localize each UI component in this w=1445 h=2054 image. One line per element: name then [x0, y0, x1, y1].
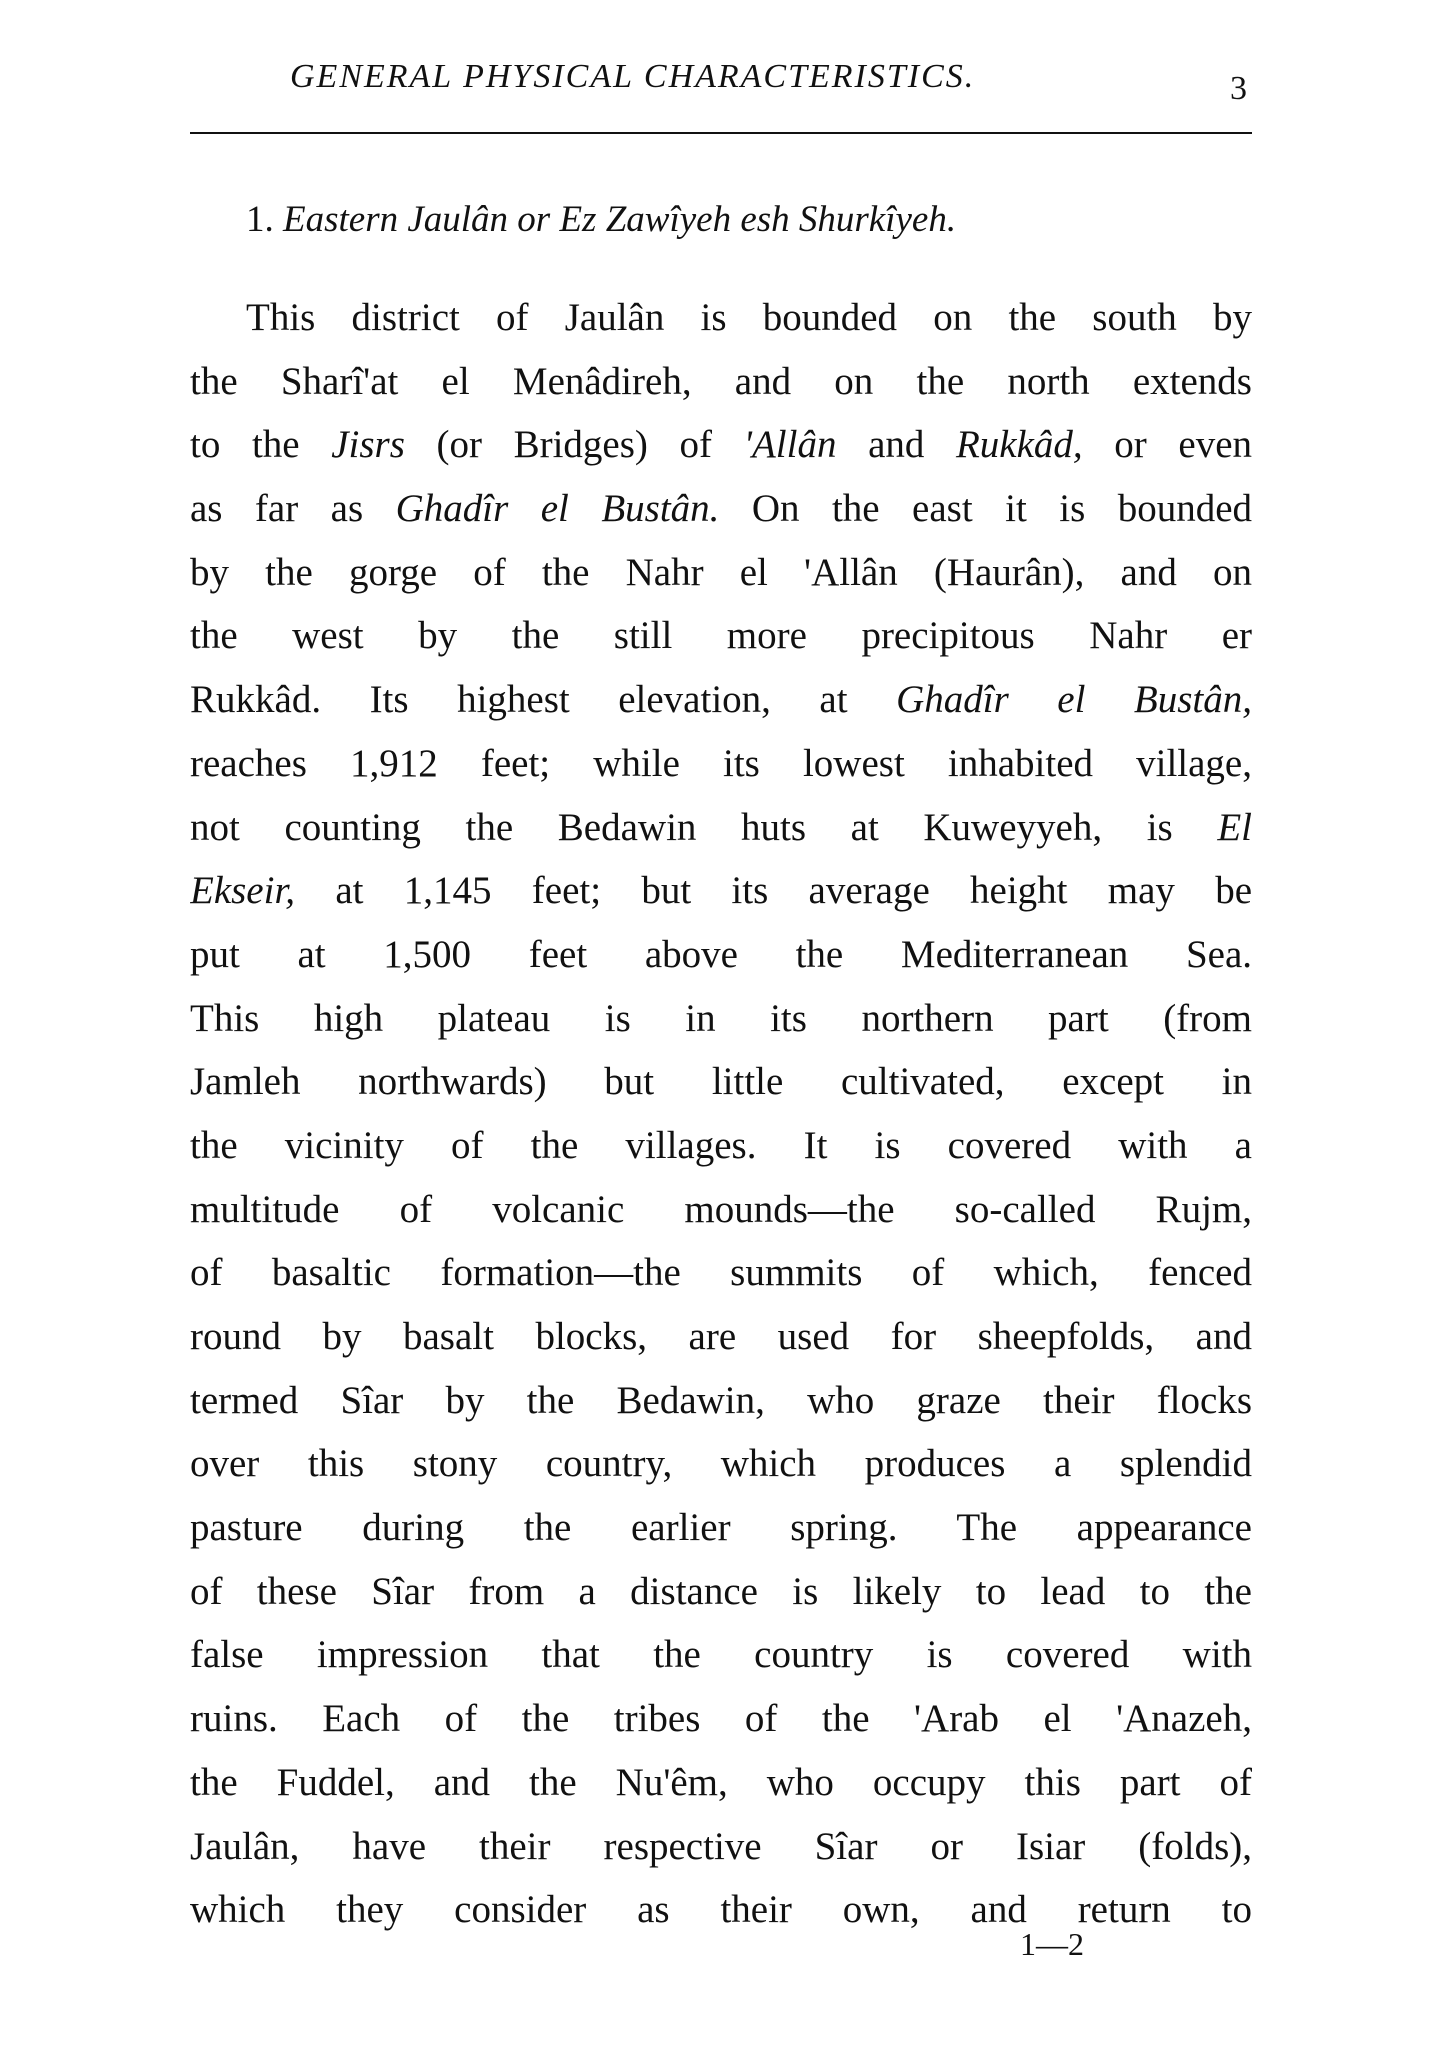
text-line: Ekseir, at 1,145 feet; but its average height may be: [190, 869, 1252, 913]
text-line: of basaltic formation—the summits of which, fenced: [190, 1251, 1252, 1295]
running-head: GENERAL PHYSICAL CHARACTERISTICS.: [290, 58, 976, 95]
text-line: the Sharî'at el Menâdireh, and on the north extends: [190, 359, 1252, 403]
header-rule: [190, 132, 1252, 134]
text-line: to the Jisrs (or Bridges) of 'Allân and Rukkâd, or even: [190, 423, 1252, 467]
text-line: which they consider as their own, and return to: [190, 1888, 1252, 1932]
text-line: false impression that the country is covered with: [190, 1633, 1252, 1677]
section-title: Eastern Jaulân or Ez Zawîyeh esh Shurkîyeh.: [283, 199, 957, 240]
text-line: reaches 1,912 feet; while its lowest inhabited village,: [190, 741, 1252, 785]
section-heading: [246, 198, 956, 241]
text-line: of these Sîar from a distance is likely to lead to the: [190, 1569, 1252, 1613]
text-line: multitude of volcanic mounds—the so-called Rujm,: [190, 1187, 1252, 1231]
text-line: This high plateau is in its northern part (from: [190, 996, 1252, 1040]
text-line: Jamleh northwards) but little cultivated, except in: [190, 1060, 1252, 1104]
text-line: not counting the Bedawin huts at Kuweyyeh, is El: [190, 805, 1252, 849]
body-paragraph: [190, 286, 1252, 1942]
text-line: This district of Jaulân is bounded on the south by: [246, 296, 1252, 339]
text-line: over this stony country, which produces a splendid: [190, 1442, 1252, 1486]
text-line: termed Sîar by the Bedawin, who graze their flocks: [190, 1378, 1252, 1422]
text-line: ruins. Each of the tribes of the 'Arab el 'Anazeh,: [190, 1697, 1252, 1741]
page-number: 3: [1230, 70, 1247, 107]
text-line: Rukkâd. Its highest elevation, at Ghadîr el Bustân,: [190, 678, 1252, 722]
text-line: the vicinity of the villages. It is covered with a: [190, 1123, 1252, 1167]
text-line: the west by the still more precipitous Nahr er: [190, 614, 1252, 658]
text-line: Jaulân, have their respective Sîar or Isiar (folds),: [190, 1824, 1252, 1868]
text-line: as far as Ghadîr el Bustân. On the east it is bounded: [190, 487, 1252, 531]
text-line: round by basalt blocks, are used for sheepfolds, and: [190, 1315, 1252, 1358]
text-line: put at 1,500 feet above the Mediterranean Sea.: [190, 932, 1252, 976]
signature-mark: 1—2: [1020, 1926, 1084, 1962]
section-number: 1.: [246, 199, 274, 240]
text-line: pasture during the earlier spring. The appearance: [190, 1506, 1252, 1550]
text-line: by the gorge of the Nahr el 'Allân (Haurân), and on: [190, 550, 1252, 594]
text-line: the Fuddel, and the Nu'êm, who occupy this part of: [190, 1760, 1252, 1804]
